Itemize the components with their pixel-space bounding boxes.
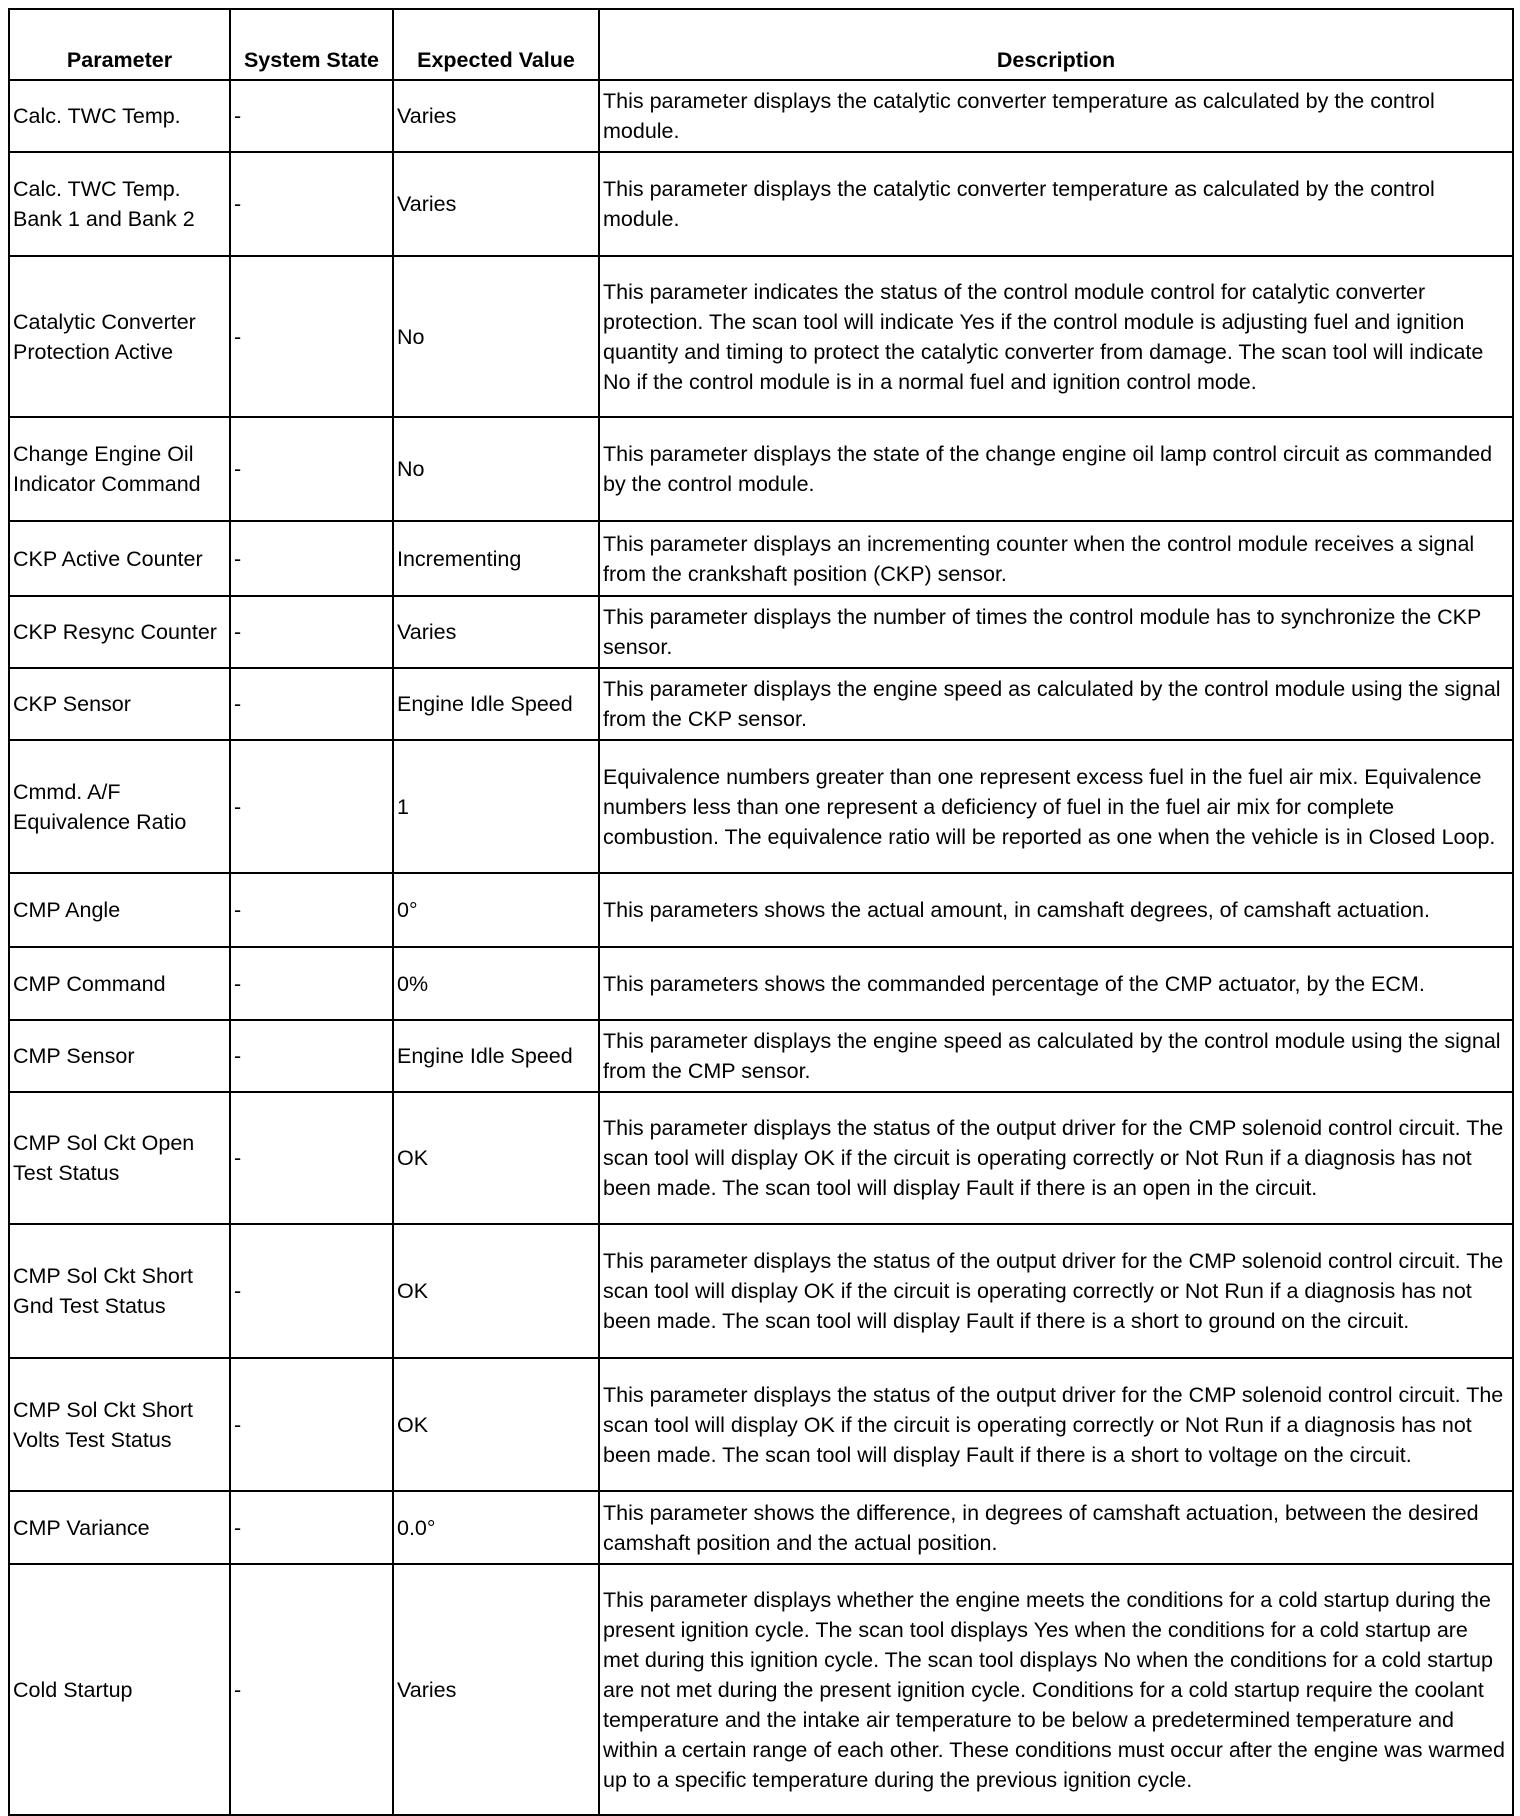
system-state-cell: - xyxy=(230,1020,393,1092)
description-cell: This parameter displays the status of the output driver for the CMP solenoid control circuit. The scan tool will display OK if the circuit is operating correctly or Not Run if a diagnosis has not been made. The scan tool will display Fault if there is a short to ground on the circuit. xyxy=(599,1224,1513,1358)
table-row xyxy=(9,1491,1513,1564)
header-system-state: System State xyxy=(230,9,393,80)
table-row xyxy=(9,1020,1513,1092)
system-state-cell: - xyxy=(230,596,393,668)
system-state-cell: - xyxy=(230,1224,393,1358)
system-state-cell: - xyxy=(230,521,393,596)
parameter-cell: Calc. TWC Temp. Bank 1 and Bank 2 xyxy=(9,152,230,256)
expected-value-cell: Varies xyxy=(393,80,599,152)
system-state-cell: - xyxy=(230,417,393,521)
expected-value-cell: 0° xyxy=(393,873,599,947)
expected-value-cell: No xyxy=(393,417,599,521)
table-row xyxy=(9,668,1513,740)
description-cell: This parameter displays the state of the change engine oil lamp control circuit as commanded by the control module. xyxy=(599,417,1513,521)
expected-value-cell: Incrementing xyxy=(393,521,599,596)
expected-value-cell: Varies xyxy=(393,596,599,668)
description-cell: This parameter displays the status of the output driver for the CMP solenoid control circuit. The scan tool will display OK if the circuit is operating correctly or Not Run if a diagnosis has not been made. The scan tool will display Fault if there is an open in the circuit. xyxy=(599,1092,1513,1224)
parameter-cell: CMP Sol Ckt Short Gnd Test Status xyxy=(9,1224,230,1358)
description-cell: This parameter indicates the status of the control module control for catalytic converter protection. The scan tool will indicate Yes if the control module is adjusting fuel and ignition quantity and timing to protect the catalytic converter from damage. The scan tool will indicate No if the control module is in a normal fuel and ignition control mode. xyxy=(599,256,1513,417)
table-row xyxy=(9,1092,1513,1224)
system-state-cell: - xyxy=(230,740,393,873)
expected-value-cell: 1 xyxy=(393,740,599,873)
header-parameter: Parameter xyxy=(9,9,230,80)
description-cell: This parameter displays whether the engine meets the conditions for a cold startup during the present ignition cycle. The scan tool displays Yes when the conditions for a cold startup are met during this ignition cycle. The scan tool displays No when the conditions for a cold startup are not met during the present ignition cycle. Conditions for a cold startup require the coolant temperature and the intake air temperature to be below a predetermined temperature and within a certain range of each other. These conditions must occur after the engine was warmed up to a specific temperature during the previous ignition cycle. xyxy=(599,1564,1513,1815)
parameter-cell: Cold Startup xyxy=(9,1564,230,1815)
parameter-cell: CMP Command xyxy=(9,947,230,1020)
system-state-cell: - xyxy=(230,1564,393,1815)
expected-value-cell: 0.0° xyxy=(393,1491,599,1564)
expected-value-cell: 0% xyxy=(393,947,599,1020)
table-row xyxy=(9,873,1513,947)
table-row xyxy=(9,740,1513,873)
description-cell: This parameter displays the catalytic converter temperature as calculated by the control module. xyxy=(599,80,1513,152)
description-cell: This parameter shows the difference, in degrees of camshaft actuation, between the desired camshaft position and the actual position. xyxy=(599,1491,1513,1564)
system-state-cell: - xyxy=(230,873,393,947)
expected-value-cell: OK xyxy=(393,1092,599,1224)
table-row xyxy=(9,596,1513,668)
description-cell: This parameters shows the actual amount, in camshaft degrees, of camshaft actuation. xyxy=(599,873,1513,947)
table-row xyxy=(9,256,1513,417)
parameter-cell: CMP Sol Ckt Open Test Status xyxy=(9,1092,230,1224)
system-state-cell: - xyxy=(230,80,393,152)
expected-value-cell: OK xyxy=(393,1358,599,1491)
description-cell: This parameter displays the engine speed as calculated by the control module using the signal from the CKP sensor. xyxy=(599,668,1513,740)
table-row xyxy=(9,947,1513,1020)
table-row xyxy=(9,521,1513,596)
parameter-cell: CMP Sol Ckt Short Volts Test Status xyxy=(9,1358,230,1491)
expected-value-cell: Engine Idle Speed xyxy=(393,1020,599,1092)
system-state-cell: - xyxy=(230,947,393,1020)
system-state-cell: - xyxy=(230,152,393,256)
table-row xyxy=(9,80,1513,152)
table-row xyxy=(9,1564,1513,1815)
table-row xyxy=(9,417,1513,521)
system-state-cell: - xyxy=(230,668,393,740)
parameter-cell: Catalytic Converter Protection Active xyxy=(9,256,230,417)
parameter-cell: CKP Active Counter xyxy=(9,521,230,596)
expected-value-cell: OK xyxy=(393,1224,599,1358)
header-row xyxy=(9,9,1513,80)
description-cell: This parameter displays an incrementing counter when the control module receives a signal from the crankshaft position (CKP) sensor. xyxy=(599,521,1513,596)
parameter-cell: CKP Resync Counter xyxy=(9,596,230,668)
parameter-cell: Cmmd. A/F Equivalence Ratio xyxy=(9,740,230,873)
description-cell: This parameter displays the number of times the control module has to synchronize the CKP sensor. xyxy=(599,596,1513,668)
description-cell: This parameters shows the commanded percentage of the CMP actuator, by the ECM. xyxy=(599,947,1513,1020)
expected-value-cell: Varies xyxy=(393,1564,599,1815)
table-row xyxy=(9,1358,1513,1491)
system-state-cell: - xyxy=(230,1491,393,1564)
expected-value-cell: No xyxy=(393,256,599,417)
parameter-cell: CKP Sensor xyxy=(9,668,230,740)
parameter-table xyxy=(8,8,1514,1816)
description-cell: This parameter displays the engine speed as calculated by the control module using the signal from the CMP sensor. xyxy=(599,1020,1513,1092)
description-cell: Equivalence numbers greater than one represent excess fuel in the fuel air mix. Equivalence numbers less than one represent a deficiency of fuel in the fuel air mix for complete combustion. The equivalence ratio will be reported as one when the vehicle is in Closed Loop. xyxy=(599,740,1513,873)
description-cell: This parameter displays the status of the output driver for the CMP solenoid control circuit. The scan tool will display OK if the circuit is operating correctly or Not Run if a diagnosis has not been made. The scan tool will display Fault if there is a short to voltage on the circuit. xyxy=(599,1358,1513,1491)
system-state-cell: - xyxy=(230,1358,393,1491)
header-description: Description xyxy=(599,9,1513,80)
system-state-cell: - xyxy=(230,1092,393,1224)
table-row xyxy=(9,152,1513,256)
parameter-cell: Calc. TWC Temp. xyxy=(9,80,230,152)
parameter-cell: CMP Sensor xyxy=(9,1020,230,1092)
description-cell: This parameter displays the catalytic converter temperature as calculated by the control module. xyxy=(599,152,1513,256)
expected-value-cell: Engine Idle Speed xyxy=(393,668,599,740)
expected-value-cell: Varies xyxy=(393,152,599,256)
system-state-cell: - xyxy=(230,256,393,417)
parameter-cell: CMP Variance xyxy=(9,1491,230,1564)
parameter-cell: CMP Angle xyxy=(9,873,230,947)
parameter-cell: Change Engine Oil Indicator Command xyxy=(9,417,230,521)
header-expected-value: Expected Value xyxy=(393,9,599,80)
table-row xyxy=(9,1224,1513,1358)
